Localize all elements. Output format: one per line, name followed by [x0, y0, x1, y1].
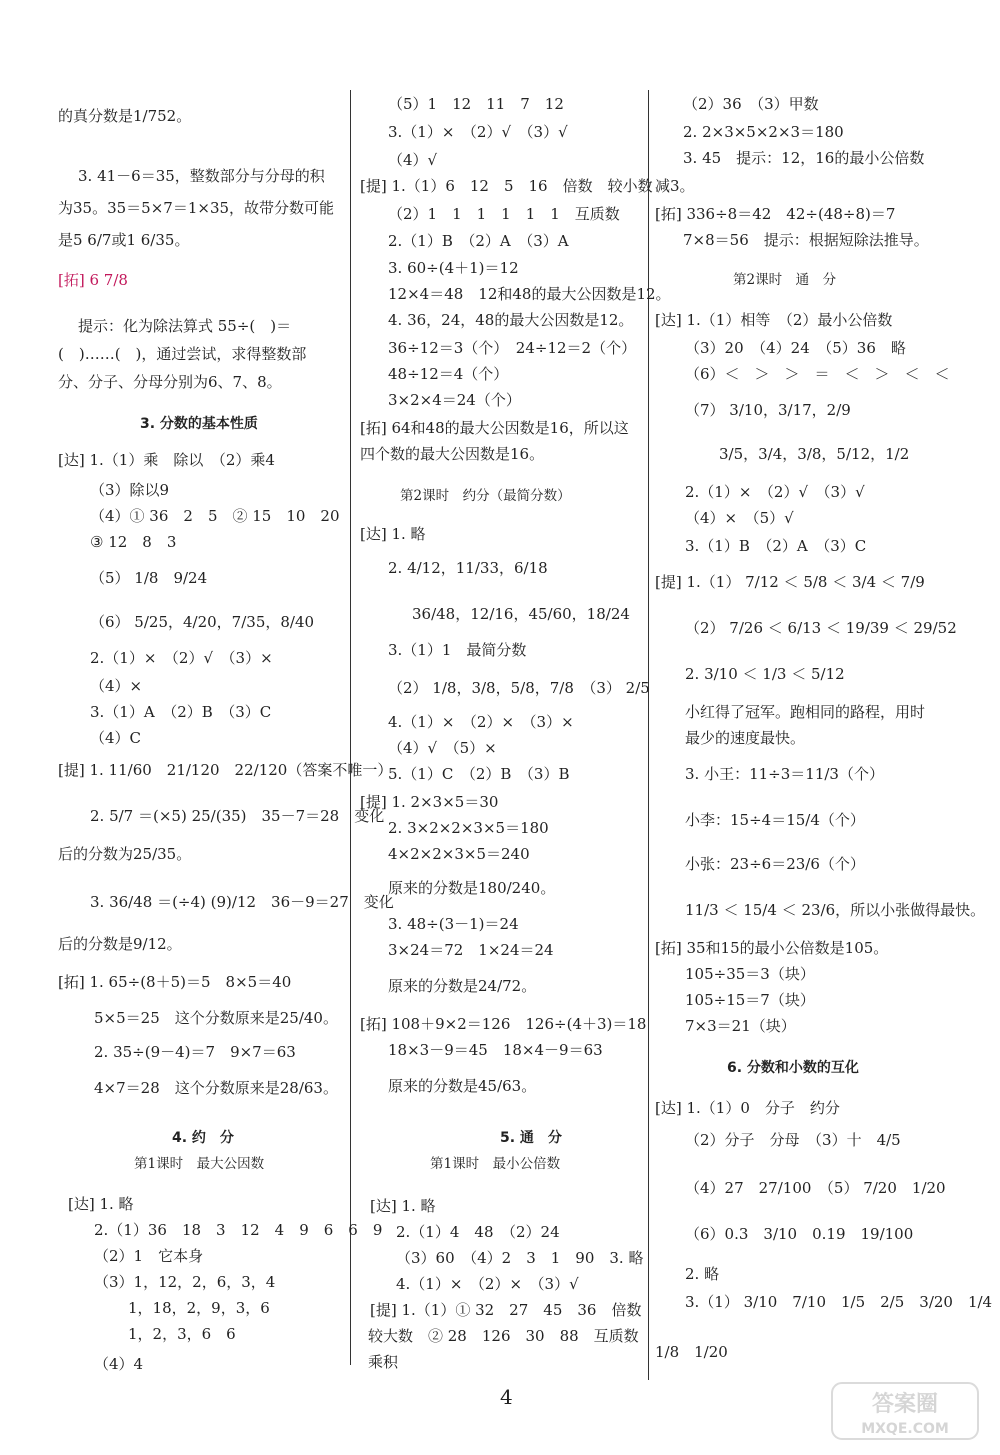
text-line: （6）0.3 3/10 0.19 19/100	[685, 1225, 914, 1243]
text-line: 原来的分数是45/63。	[388, 1077, 537, 1095]
text-line: 3×24＝72 1×24＝24	[388, 941, 554, 959]
text-line: 3. 36/48 ＝(÷4) (9)/12 36－9＝27 变化	[90, 893, 394, 911]
text-line: 2.（1）36 18 3 12 4 9 6 6 9	[94, 1221, 383, 1239]
text-line: [达] 1.（1）0 分子 约分	[655, 1099, 840, 1117]
text-line: 提示：化为除法算式 55÷( )＝	[78, 317, 292, 335]
text-line: 4. 36，24，48的最大公因数是12。	[388, 311, 634, 329]
text-line: 11/3 ＜ 15/4 ＜ 23/6，所以小张做得最快。	[685, 901, 986, 919]
text-line: 105÷35＝3（块）	[685, 965, 815, 983]
column-divider-1	[350, 90, 351, 1365]
text-line: 2. 5/7 ＝(×5) 25/(35) 35－7＝28 变化	[90, 807, 385, 825]
text-line: 3.（1） 3/10 7/10 1/5 2/5 3/20 1/4	[685, 1293, 993, 1311]
text-line: 48÷12＝4（个）	[388, 365, 509, 383]
section-heading: 5. 通 分	[500, 1130, 562, 1146]
text-line: [拓] 336÷8＝42 42÷(48÷8)＝7	[655, 205, 896, 223]
text-line: [提] 1.（1） 7/12 ＜ 5/8 ＜ 3/4 ＜ 7/9	[655, 573, 925, 591]
text-line: [拓] 1. 65÷(8＋5)＝5 8×5＝40	[58, 973, 292, 991]
text-line: 2.（1）B （2）A （3）A	[388, 232, 569, 250]
text-line: 4.（1）× （2）× （3）√	[396, 1275, 579, 1293]
text-line: 2. 3/10 ＜ 1/3 ＜ 5/12	[685, 665, 845, 683]
text-line: （4）4	[94, 1355, 144, 1373]
text-line: 4×2×2×3×5＝240	[388, 845, 530, 863]
text-line: （3）除以9	[90, 481, 170, 499]
text-line: 2.（1）4 48 （2）24	[396, 1223, 560, 1241]
text-line: 四个数的最大公因数是16。	[360, 445, 545, 463]
text-line: ( )……( )，通过尝试，求得整数部	[58, 345, 307, 363]
text-line: 乘积	[368, 1353, 399, 1371]
section-heading: 3. 分数的基本性质	[140, 416, 258, 432]
lesson-heading: 第1课时 最小公倍数	[430, 1156, 561, 1172]
text-line: （4）√ （5）×	[388, 739, 497, 757]
text-line: 分、分子、分母分别为6、7、8。	[58, 373, 282, 391]
text-line: 105÷15＝7（块）	[685, 991, 815, 1009]
lesson-heading: 第2课时 通 分	[733, 272, 837, 288]
text-line: （2）分子 分母 （3）十 4/5	[685, 1131, 901, 1149]
text-line: [拓] 64和48的最大公因数是16，所以这	[360, 419, 629, 437]
text-line: 18×3－9＝45 18×4－9＝63	[388, 1041, 603, 1059]
text-line: （3）60 （4）2 3 1 90 3. 略	[396, 1249, 644, 1267]
text-line: 1/8 1/20	[655, 1343, 728, 1361]
text-line: 3. 45 提示：12，16的最小公倍数	[683, 149, 925, 167]
text-line: 2. 35÷(9－4)＝7 9×7＝63	[94, 1043, 296, 1061]
text-line: （4）√	[388, 151, 438, 169]
section-heading: 4. 约 分	[172, 1130, 234, 1146]
text-line: 小红得了冠军。跑相同的路程，用时	[685, 703, 926, 721]
text-line: （3）1，12，2，6，3，4	[94, 1273, 276, 1291]
text-line: [提] 1.（1）6 12 5 16 倍数 较小数	[360, 177, 653, 195]
text-line: 小李：15÷4＝15/4（个）	[685, 811, 865, 829]
text-line: （2）36 （3）甲数	[683, 95, 819, 113]
text-line: 7×3＝21（块）	[685, 1017, 796, 1035]
lesson-heading: 第1课时 最大公因数	[134, 1156, 265, 1172]
text-line: （3）20 （4）24 （5）36 略	[685, 339, 906, 357]
text-line: 36/48，12/16，45/60，18/24	[412, 605, 630, 623]
text-line: [提] 1. 2×3×5＝30	[360, 793, 499, 811]
text-line: （4）C	[90, 729, 142, 747]
text-line: [提] 1. 11/60 21/120 22/120（答案不唯一）	[58, 761, 393, 779]
text-line: （7） 3/10，3/17，2/9	[685, 401, 851, 419]
text-line: ③ 12 8 3	[90, 533, 177, 551]
text-line: （2）1 它本身	[94, 1247, 204, 1265]
text-line: （5） 1/8 9/24	[90, 569, 208, 587]
text-line: 4.（1）× （2）× （3）×	[388, 713, 574, 731]
text-line: [拓] 6 7/8	[58, 271, 128, 289]
text-line: 2.（1）× （2）√ （3）×	[90, 649, 273, 667]
text-line: 1，18，2，9，3，6	[128, 1299, 270, 1317]
text-line: 3.（1）1 最简分数	[388, 641, 527, 659]
text-line: 最少的速度最快。	[685, 729, 806, 747]
text-line: 为35。35＝5×7＝1×35，故带分数可能	[58, 199, 335, 217]
text-line: [达] 1. 略	[68, 1195, 134, 1213]
text-line: （2） 7/26 ＜ 6/13 ＜ 19/39 ＜ 29/52	[685, 619, 957, 637]
text-line: 3.（1）B （2）A （3）C	[685, 537, 867, 555]
text-line: 4×7＝28 这个分数原来是28/63。	[94, 1079, 338, 1097]
text-line: 3/5，3/4，3/8，5/12，1/2	[719, 445, 910, 463]
svg-text:答案圈: 答案圈	[871, 1392, 939, 1417]
text-line: （2） 1/8，3/8，5/8，7/8 （3） 2/5	[388, 679, 650, 697]
text-line: 小张：23÷6＝23/6（个）	[685, 855, 865, 873]
text-line: [达] 1.（1）相等 （2）最小公倍数	[655, 311, 893, 329]
text-line: 3.（1）× （2）√ （3）√	[388, 123, 568, 141]
text-line: （6）＜ ＞ ＞ ＝ ＜ ＞ ＜ ＜	[685, 365, 950, 383]
text-line: 12×4＝48 12和48的最大公因数是12。	[388, 285, 671, 303]
text-line: 2. 4/12，11/33，6/18	[388, 559, 548, 577]
page-number: 4	[500, 1385, 513, 1409]
text-line: 2. 3×2×2×3×5＝180	[388, 819, 549, 837]
text-line: 2. 略	[685, 1265, 720, 1283]
section-heading: 6. 分数和小数的互化	[727, 1060, 859, 1076]
text-line: 3.（1）A （2）B （3）C	[90, 703, 272, 721]
watermark-logo	[830, 1381, 980, 1441]
text-line: 是5 6/7或1 6/35。	[58, 231, 190, 249]
text-line: 较大数 ② 28 126 30 88 互质数	[368, 1327, 639, 1345]
text-line: 1，2，3，6 6	[128, 1325, 236, 1343]
text-line: 后的分数为25/35。	[58, 845, 192, 863]
text-line: 36÷12＝3（个） 24÷12＝2（个）	[388, 339, 637, 357]
text-line: 3. 60÷(4＋1)＝12	[388, 259, 519, 277]
text-line: [达] 1. 略	[370, 1197, 436, 1215]
text-line: 2.（1）× （2）√ （3）√	[685, 483, 865, 501]
text-line: 原来的分数是24/72。	[388, 977, 537, 995]
text-line: （5）1 12 11 7 12	[388, 95, 564, 113]
text-line: [提] 1.（1）① 32 27 45 36 倍数	[370, 1301, 642, 1319]
text-line: （6） 5/25，4/20，7/35，8/40	[90, 613, 315, 631]
text-line: [拓] 35和15的最小公倍数是105。	[655, 939, 889, 957]
text-line: 3. 48÷(3－1)＝24	[388, 915, 519, 933]
text-line: [达] 1.（1）乘 除以 （2）乘4	[58, 451, 275, 469]
text-line: 后的分数是9/12。	[58, 935, 182, 953]
text-line: 7×8＝56 提示：根据短除法推导。	[683, 231, 929, 249]
text-line: （4）① 36 2 5 ② 15 10 20	[90, 507, 340, 525]
svg-text:MXQE.COM: MXQE.COM	[861, 1421, 949, 1437]
text-line: 5.（1）C （2）B （3）B	[388, 765, 570, 783]
text-line: （2）1 1 1 1 1 1 互质数	[388, 205, 620, 223]
text-line: 3. 41－6＝35，整数部分与分母的积	[78, 167, 325, 185]
text-line: 的真分数是1/752。	[58, 107, 192, 125]
text-line: 3. 小王：11÷3＝11/3（个）	[685, 765, 884, 783]
text-line: 3×2×4＝24（个）	[388, 391, 521, 409]
text-line: 减3。	[655, 177, 695, 195]
lesson-heading: 第2课时 约分（最简分数）	[400, 488, 571, 504]
text-line: [拓] 108＋9×2＝126 126÷(4＋3)＝18	[360, 1015, 647, 1033]
text-line: 原来的分数是180/240。	[388, 879, 556, 897]
text-line: 2. 2×3×5×2×3＝180	[683, 123, 844, 141]
text-line: [达] 1. 略	[360, 525, 426, 543]
text-line: （4）× （5）√	[685, 509, 794, 527]
text-line: （4）27 27/100 （5） 7/20 1/20	[685, 1179, 946, 1197]
text-line: 5×5＝25 这个分数原来是25/40。	[94, 1009, 338, 1027]
text-line: （4）×	[90, 677, 143, 695]
